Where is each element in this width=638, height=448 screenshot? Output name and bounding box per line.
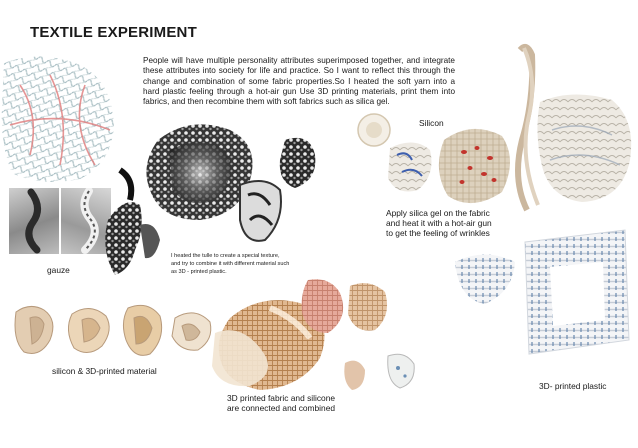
combined-fabric-images (200, 278, 430, 398)
combined-label-line-2: are connected and combined (227, 403, 336, 413)
silicon-3d-label: silicon & 3D-printed material (52, 366, 157, 376)
gauze-photo-1 (9, 188, 59, 254)
silica-text-line-2: and heat it with a hot-air gun (386, 218, 492, 228)
tulle-text-line-1: I heated the tulle to create a special texture, (171, 253, 280, 259)
tulle-text-line-2: and try to combine it with different material such (171, 261, 290, 267)
printed-plastic-label: 3D- printed plastic (539, 381, 607, 391)
silica-text-line-1: Apply silica gel on the fabric (386, 208, 490, 218)
silicon-fabric-images (352, 40, 638, 215)
3d-printed-plastic-images (445, 222, 635, 367)
intro-paragraph: People will have multiple personality attributes superimposed together, and integrate these attributes into society for life and practice. So I want to reflect this through the change and combination of some fabric properties.So I heated the soft yarn into a hard plastic feeling through a hot-air gun Use 3D printing materials, print them into fabrics, and then recombine them with soft fabrics such as silica gel. (143, 56, 455, 107)
page-title: TEXTILE EXPERIMENT (30, 24, 197, 41)
tulle-text-line-3: as 3D - printed plastic. (171, 269, 227, 275)
silicon-label: Silicon (419, 118, 444, 128)
silica-text-line-3: to get the feeling of wrinkles (386, 228, 490, 238)
silicon-3d-images (10, 300, 215, 365)
gauze-label: gauze (47, 265, 70, 275)
combined-label-line-1: 3D printed fabric and silicone (227, 393, 336, 403)
